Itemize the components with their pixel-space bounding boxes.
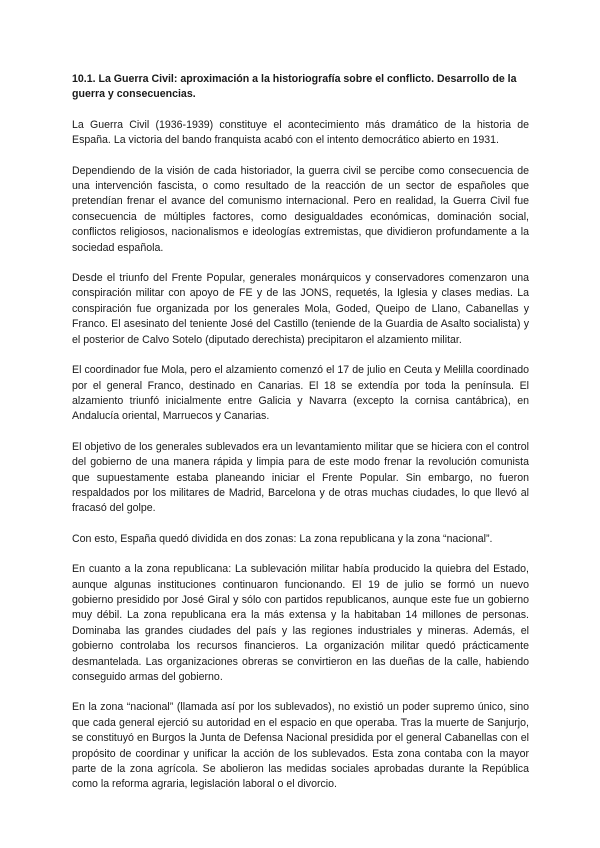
paragraph-nationalist-zone: En la zona “nacional” (llamada así por los sublevados), no existió un poder supremo único, sino que cada general ejerció su autoridad en el espacio en que operaba. Tras la muerte de Sanjurjo, se constituyó en Burgos la Junta de Defensa Nacional presidida por el general Cabanellas con el propósito de coordinar y unificar la acción de los sublevados. Esta zona contaba con la mayor parte de la zona agrícola. Se abolieron las medidas sociales aprobadas durante la República como la reforma agraria, legislación laboral o el divorcio. [72, 701, 529, 791]
paragraph-objective: El objetivo de los generales sublevados era un levantamiento militar que se hiciera con el control del gobierno de una manera rápida y limpia para de este modo frenar la revolución comunista que supuestamente estaba planeando iniciar el Frente Popular. Sin embargo, no fueron respaldados por los militares de Madrid, Barcelona y de otras muchas ciudades, lo que llevó al fracasó del golpe. [72, 440, 529, 515]
section-title: 10.1. La Guerra Civil: aproximación a la historiografía sobre el conflicto. Desarrollo de la guerra y consecuencias. [72, 73, 517, 101]
paragraph-uprising: El coordinador fue Mola, pero el alzamiento comenzó el 17 de julio en Ceuta y Melilla coordinado por el general Franco, destinado en Canarias. El 18 se extendía por toda la península. El alzamiento triunfó inicialmente entre Galicia y Navarra (excepto la cornisa cantábrica), en Andalucía oriental, Marruecos y Canarias. [72, 364, 529, 423]
paragraph-intro: La Guerra Civil (1936-1939) constituye el acontecimiento más dramático de la historia de España. La victoria del bando franquista acabó con el intento democrático abierto en 1931. [72, 118, 529, 147]
document-page [72, 72, 529, 808]
paragraph-two-zones: Con esto, España quedó dividida en dos zonas: La zona republicana y la zona “nacional”. [72, 532, 493, 545]
paragraph-conspiracy: Desde el triunfo del Frente Popular, generales monárquicos y conservadores comenzaron una conspiración militar con apoyo de FE y de las JONS, requetés, la Iglesia y clases medias. La conspiración fue organizada por los generales Mola, Goded, Queipo de Llano, Cabanellas y Franco. El asesinato del teniente José del Castillo (teniende de la Guardia de Asalto socialista) y el posterior de Calvo Sotelo (diputado derechista) precipitaron el alzamiento militar. [72, 272, 529, 346]
paragraph-historiography: Dependiendo de la visión de cada historiador, la guerra civil se percibe como consecuencia de una intervención fascista, o como resultado de la reacción de un sector de españoles que pretendían frenar el avance del comunismo internacional. Pero en realidad, la Guerra Civil fue consecuencia de múltiples factores, como desigualdades económicas, dominación social, conflictos religiosos, nacionalismos e ideologías extremistas, que dividieron profundamente a la sociedad española. [72, 164, 529, 254]
paragraph-republican-zone: En cuanto a la zona republicana: La sublevación militar había producido la quiebra del Estado, aunque algunas instituciones continuaron funcionando. El 19 de julio se formó un nuevo gobierno presidido por José Giral y sólo con partidos republicanos, aunque este fue un gobierno muy débil. La zona republicana era la más extensa y la habitaban 14 millones de personas. Dominaba las grandes ciudades del país y las regiones industriales y mineras. Además, el gobierno controlaba los recursos financieros. La organización militar quedó prácticamente desmantelada. Las organizaciones obreras se convirtieron en las dueñas de la calle, habiendo conseguido armas del gobierno. [72, 563, 529, 683]
